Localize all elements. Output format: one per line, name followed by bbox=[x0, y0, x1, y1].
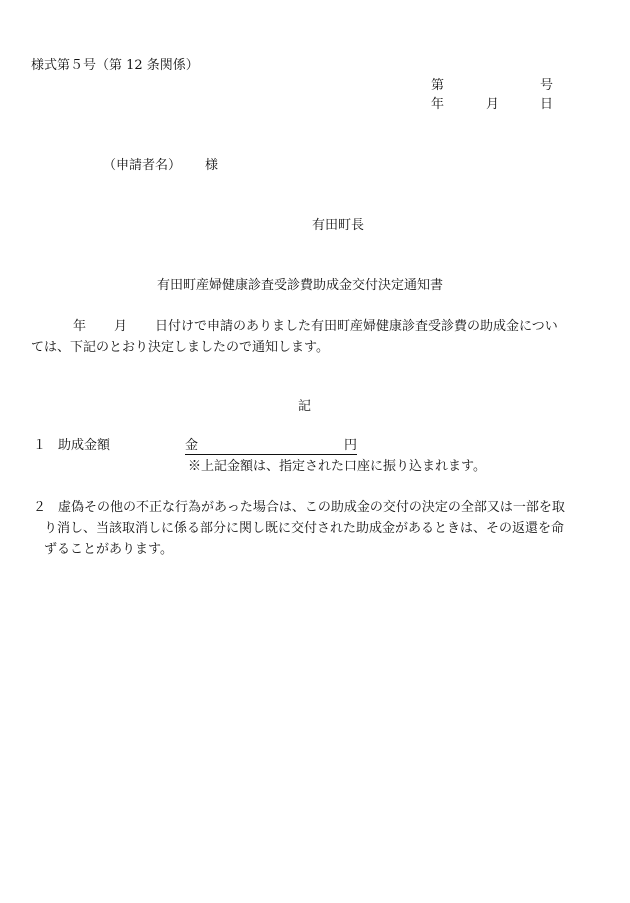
document-title: 有田町産婦健康診査受診費助成金交付決定通知書 bbox=[157, 278, 444, 293]
date-month: 月 bbox=[486, 97, 500, 112]
applicant-honorific: 様 bbox=[205, 158, 219, 173]
item-1-number: １ bbox=[33, 438, 47, 453]
intro-line2: ては、下記のとおり決定しましたので通知します。 bbox=[31, 340, 329, 355]
date-year: 年 bbox=[431, 97, 445, 112]
applicant-label: （申請者名） bbox=[103, 158, 182, 173]
issuer: 有田町長 bbox=[312, 218, 365, 233]
date-day: 日 bbox=[540, 97, 554, 112]
item-2-number: ２ bbox=[33, 500, 47, 515]
number-suffix: 号 bbox=[540, 78, 554, 93]
amount-suffix: 円 bbox=[343, 438, 357, 453]
item-2-line2: り消し、当該取消しに係る部分に関し既に交付された助成金があるときは、その返還を命 bbox=[44, 521, 565, 536]
intro-year: 年 bbox=[73, 319, 87, 334]
intro-line1: 日付けで申請のありました有田町産婦健康診査受診費の助成金につい bbox=[155, 319, 558, 334]
form-id: 様式第５号（第 12 条関係） bbox=[31, 58, 199, 73]
amount-prefix: 金 bbox=[185, 438, 199, 453]
item-1-label: 助成金額 bbox=[58, 438, 111, 453]
item-2-line3: ずることがあります。 bbox=[44, 542, 173, 557]
intro-month: 月 bbox=[114, 319, 128, 334]
item-2-line1: 虚偽その他の不正な行為があった場合は、この助成金の交付の決定の全部又は一部を取 bbox=[58, 500, 565, 515]
amount-field bbox=[185, 439, 357, 455]
number-prefix: 第 bbox=[431, 78, 445, 93]
amount-note: ※上記金額は、指定された口座に振り込まれます。 bbox=[188, 459, 486, 474]
ki-heading: 記 bbox=[298, 399, 312, 414]
